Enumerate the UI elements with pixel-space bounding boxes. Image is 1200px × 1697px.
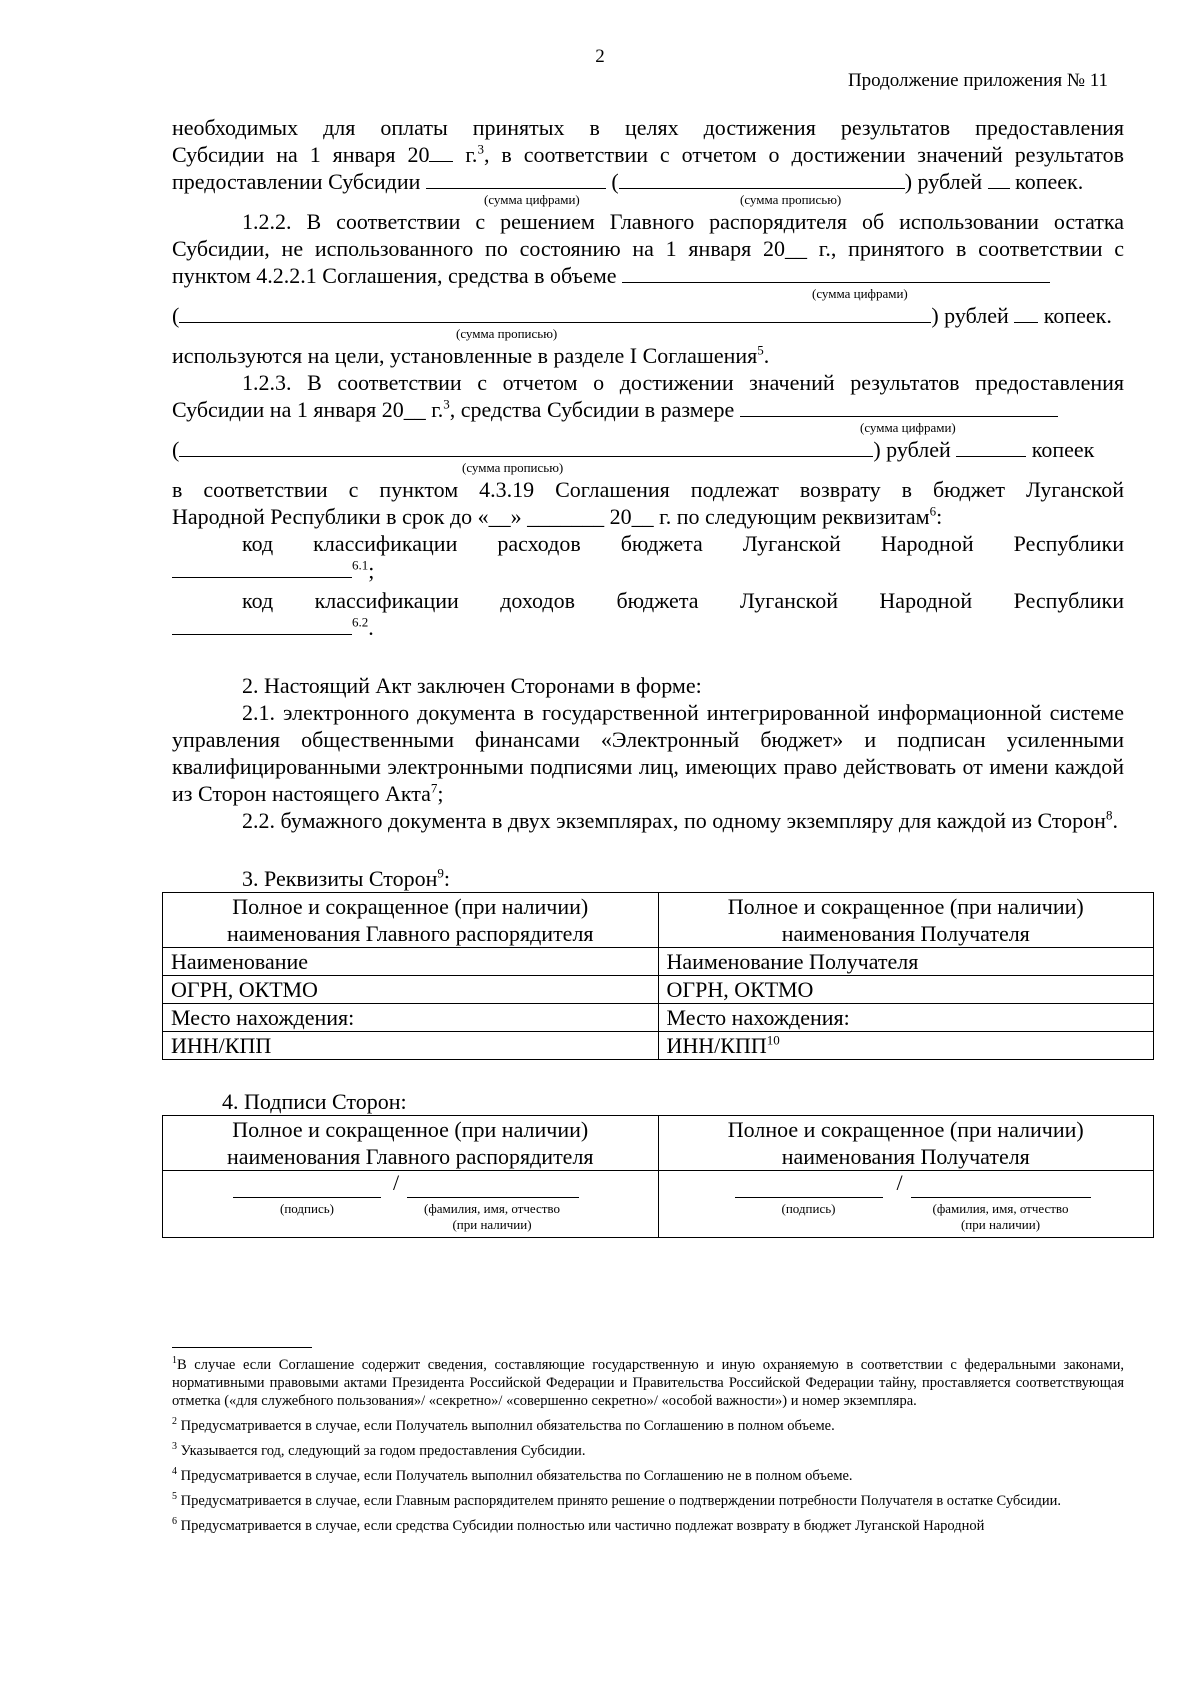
footnote: $^3$ Указывается год, следующий за годом предоставления Субсидии. (172, 1441, 586, 1459)
para-1-2-3-line3: ( ) рублей копеек (172, 437, 1095, 462)
sum-words-field (619, 168, 905, 189)
para-1-2-2-line4: ( ) рублей копеек. (172, 303, 1112, 328)
para-1-2-3-line2: Субсидии на 1 января 20__ г.$^3$, средства Субсидии в размере (172, 396, 1124, 423)
sum-digits-field (426, 168, 606, 189)
name-label: (фамилия, имя, отчество (при наличии) (932, 1201, 1069, 1232)
expense-code-line: $^{6.1}$; (172, 557, 1124, 584)
signature-line (233, 1183, 381, 1198)
table-cell: ОГРН, ОКТМО (163, 976, 659, 1004)
slash: / (393, 1170, 400, 1195)
table-cell: Место нахождения: (163, 1004, 659, 1032)
para-1-2-2-line3: пунктом 4.2.2.1 Соглашения, средства в объеме (172, 262, 1124, 289)
right-header-cell: Полное и сокращенное (при наличии) наименования Получателя (658, 1116, 1154, 1171)
table-row (163, 1004, 1154, 1032)
table-cell: Наименование Получателя (658, 948, 1154, 976)
table-row (163, 948, 1154, 976)
footnote: $^5$ Предусматривается в случае, если Главным распорядителем принято решение о подтверждении потребности Получателя в остатке Субсидии. (172, 1491, 1061, 1509)
left-signature-cell (163, 1171, 659, 1238)
sum-words-field (179, 436, 873, 457)
signature-row (163, 1171, 1154, 1238)
continuation-note: Продолжение приложения № 11 (847, 70, 1108, 91)
para-1-2-3-line4: в соответствии с пунктом 4.3.19 Соглашения подлежат возврату в бюджет Луганской (172, 477, 1124, 502)
left-header-cell: Полное и сокращенное (при наличии) наименования Главного распорядителя (163, 1116, 659, 1171)
hint-row (172, 326, 1124, 342)
sum-digits-field (740, 396, 1058, 417)
name-line (911, 1183, 1091, 1198)
expense-code-text: код классификации расходов бюджета Луганской Народной Республики (242, 531, 1124, 556)
section-3-title: 3. Реквизиты Сторон$^9$: (242, 865, 451, 891)
table-cell: ОГРН, ОКТМО (658, 976, 1154, 1004)
para-1-2-2-line5: используются на цели, установленные в разделе I Соглашения$^5$. (172, 342, 770, 368)
footnotes (172, 1356, 1124, 1542)
section-2-1: 2.1. электронного документа в государственной интегрированной информационной системе управления общественными финансами «Электронный бюджет» и подписан усиленными квалифицированными электронными подписями лиц, имеющих право действовать от имени каждой из Сторон настоящего Акта$^7$; (172, 700, 1124, 806)
table-cell: ИНН/КПП$^{10}$ (658, 1032, 1154, 1060)
footnote: $^2$ Предусматривается в случае, если Получатель выполнил обязательства по Соглашению в полном объеме. (172, 1416, 835, 1434)
table-cell: Наименование (163, 948, 659, 976)
hint-sum-words: (сумма прописью) (456, 326, 558, 341)
hint-row (172, 192, 1124, 208)
footnote: $^6$ Предусматривается в случае, если средства Субсидии полностью или частично подлежат возврату в бюджет Луганской Народной (172, 1516, 985, 1534)
table-cell: Место нахождения: (658, 1004, 1154, 1032)
footnote: $^1$В случае если Соглашение содержит сведения, составляющие государственную и иную охраняемую в соответствии с федеральными законами, нормативными правовыми актами Президента Российской Федерации и Правительства Российской Федерации тайну, проставляется соответствующая отметка («для служебного пользования»/ «секретно»/ «совершенно секретно»/ «особой важности») и номер экземпляра. (172, 1355, 1124, 1409)
footnote-separator (172, 1347, 312, 1348)
table-header-row (163, 1116, 1154, 1171)
name-label: (фамилия, имя, отчество (при наличии) (424, 1201, 560, 1232)
signatures-table (162, 1115, 1154, 1238)
para-1-2-1-line3: предоставлении Субсидии ( ) рублей копеек. (172, 169, 1084, 194)
signature-label: (подпись) (781, 1201, 836, 1216)
hint-sum-digits: (сумма цифрами) (860, 420, 956, 435)
para-1-2-2-line1: 1.2.2. В соответствии с решением Главного распорядителя об использовании остатка (242, 209, 1124, 234)
hint-sum-digits: (сумма цифрами) (484, 192, 580, 207)
hint-row (172, 460, 1124, 476)
para-1-2-3-line1: 1.2.3. В соответствии с отчетом о достижении значений результатов предоставления (242, 370, 1124, 395)
section-2-2: 2.2. бумажного документа в двух экземплярах, по одному экземпляру для каждой из Сторон$^8$. (242, 807, 1118, 833)
hint-row (172, 286, 1124, 302)
document-body (172, 114, 1124, 1238)
section-2-title: 2. Настоящий Акт заключен Сторонами в форме: (242, 673, 702, 698)
para-1-2-3-line5: Народной Республики в срок до «__» _______ 20__ г. по следующим реквизитам$^6$: (172, 503, 943, 529)
left-header-cell: Полное и сокращенное (при наличии) наименования Главного распорядителя (163, 893, 659, 948)
para-1-2-2-line2: Субсидии, не использованного по состоянию на 1 января 20__ г., принятого в соответствии с (172, 236, 1124, 261)
sum-digits-field (622, 262, 1050, 283)
hint-sum-words: (сумма прописью) (462, 460, 564, 475)
signature-line (735, 1183, 883, 1198)
right-signature-cell (658, 1171, 1154, 1238)
footnote: $^4$ Предусматривается в случае, если Получатель выполнил обязательства по Соглашению не в полном объеме. (172, 1466, 853, 1484)
section-4-title: 4. Подписи Сторон: (222, 1089, 407, 1114)
name-line (407, 1183, 579, 1198)
sum-words-field (179, 302, 931, 323)
page-number: 2 (595, 46, 605, 67)
table-row (163, 976, 1154, 1004)
slash: / (896, 1170, 903, 1195)
income-code-line: $^{6.2}$. (172, 614, 1124, 641)
table-header-row (163, 893, 1154, 948)
para-1-2-1-line1: необходимых для оплаты принятых в целях достижения результатов предоставления (172, 115, 1124, 140)
hint-sum-words: (сумма прописью) (740, 192, 842, 207)
hint-row (172, 420, 1124, 436)
hint-sum-digits: (сумма цифрами) (812, 286, 908, 301)
signature-label: (подпись) (280, 1201, 334, 1216)
table-cell: ИНН/КПП (163, 1032, 659, 1060)
requisites-table (162, 892, 1154, 1060)
table-row (163, 1032, 1154, 1060)
right-header-cell: Полное и сокращенное (при наличии) наименования Получателя (658, 893, 1154, 948)
income-code-text: код классификации доходов бюджета Луганской Народной Республики (242, 588, 1124, 613)
para-1-2-1-line2: Субсидии на 1 января 20 г.$^3$, в соответствии с отчетом о достижении значений результатов (172, 141, 1124, 167)
